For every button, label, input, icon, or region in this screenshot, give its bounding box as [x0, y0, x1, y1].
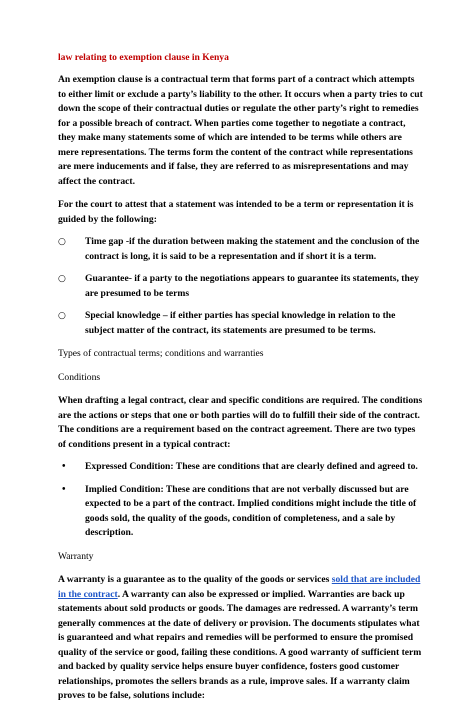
warranty-paragraph: [58, 573, 424, 704]
guide-item-time-gap: [58, 235, 424, 264]
guide-item-text: Time gap -if the duration between making the statement and the conclusion of the contract is long, it is said to be a representation and if short it is a term.: [85, 236, 420, 262]
condition-item-expressed: [58, 460, 424, 475]
condition-item-text: Expressed Condition: These are conditions that are clearly defined and agreed to.: [85, 461, 418, 472]
guide-item-text: Guarantee- if a party to the negotiations appears to guarantee its statements, they are presumed to be terms: [85, 273, 419, 299]
guide-item-guarantee: [58, 272, 424, 301]
dot-bullet-icon: •: [62, 461, 66, 472]
guide-item-text: Special knowledge – if either parties has special knowledge in relation to the subject matter of the contract, its statements are presumed to be terms.: [85, 310, 396, 336]
warranty-text-end: . A warranty can also be expressed or implied. Warranties are back up statements about sold products or goods. The damages are redressed. A warranty’s term generally commences at the date of delivery or provision. The documents stipulates what is guaranteed and what repairs and remedies will be performed to ensure the promised quality of the service or good, failing these conditions. A good warranty of sufficient term and backed by quality service helps ensure buyer confidence, fosters good customer relationships, promotes the sellers brands as a rule, improve sales. If a warranty claim proves to be false, solutions include:: [58, 588, 422, 701]
circle-bullet-icon: ○: [58, 237, 66, 247]
intro-paragraph: An exemption clause is a contractual term that forms part of a contract which attempts to either limit or exclude a party’s liability to the other. It occurs when a party tries to cut down the scope of their contractual duties or regulate the other party’s right to remedies for a possible breach of contract. When parties come together to negotiate a contract, they make many statements some of which are intended to be terms while others are mere representations. The terms form the content of the contract while representations are mere inducements and if false, they are referred to as misrepresentations and may affect the contract.: [58, 74, 423, 187]
warranty-link[interactable]: sold that are included in the contract: [58, 574, 421, 600]
guide-list: [58, 235, 424, 338]
circle-bullet-icon: ○: [58, 274, 66, 284]
conditions-paragraph: When drafting a legal contract, clear and specific conditions are required. The conditions are the actions or steps that one or both parties will do to fulfill their side of the contract. The conditions are a requirement based on the contract agreement. There are two types of conditions present in a typical contract:: [58, 395, 423, 450]
guide-item-special-knowledge: [58, 309, 424, 338]
warranty-heading: Warranty: [58, 550, 94, 562]
document-title: law relating to exemption clause in Kenya: [58, 52, 229, 63]
circle-bullet-icon: ○: [58, 311, 66, 321]
types-heading: Types of contractual terms; conditions and warranties: [58, 348, 264, 359]
conditions-heading: Conditions: [58, 371, 101, 383]
dot-bullet-icon: •: [62, 483, 66, 495]
court-intro-paragraph: For the court to attest that a statement was intended to be a term or representation it is guided by the following:: [58, 199, 414, 225]
condition-item-implied: [58, 483, 424, 541]
condition-item-text: Implied Condition: These are conditions that are not verbally discussed but are expected to be a part of the contract. Implied conditions might include the title of goods sold, the quality of the goods, condition of completeness, and a sale by description.: [85, 483, 417, 538]
warranty-text-start: A warranty is a guarantee as to the quality of the goods or services: [58, 574, 332, 585]
condition-type-list: [58, 460, 424, 541]
